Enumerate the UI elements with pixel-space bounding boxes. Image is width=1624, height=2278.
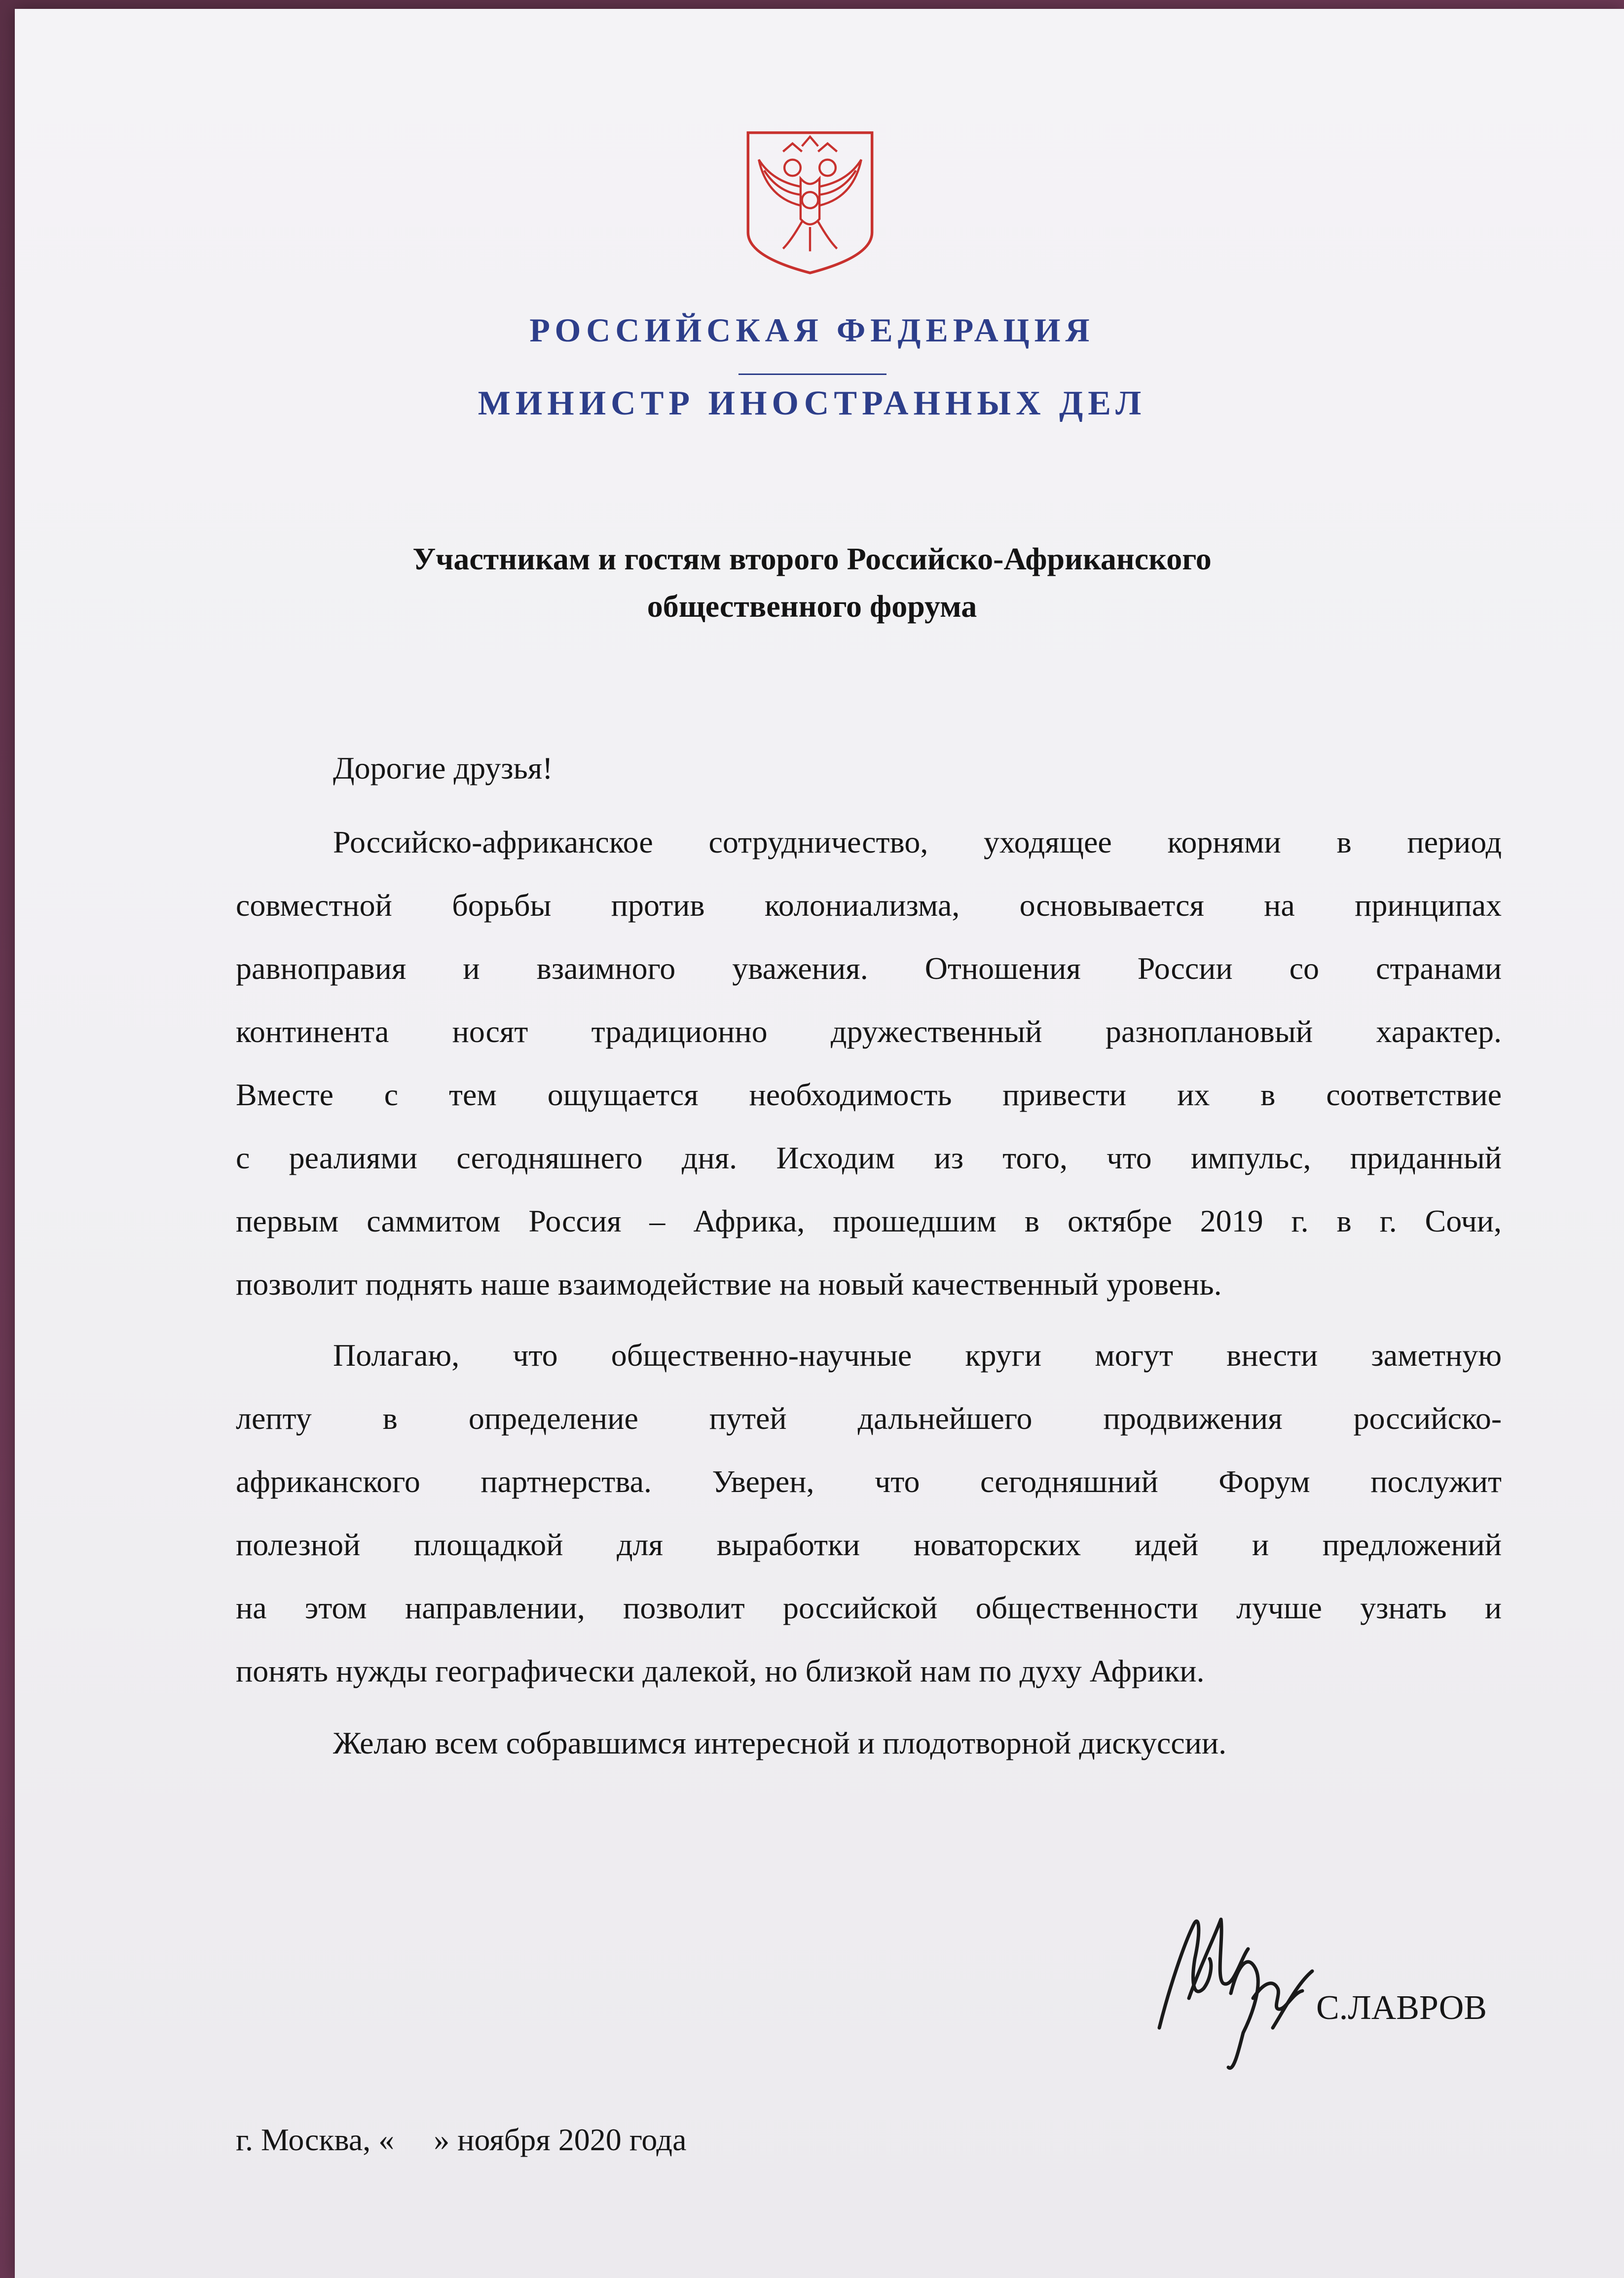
country-heading: РОССИЙСКАЯ ФЕДЕРАЦИЯ	[529, 311, 1095, 349]
letter-title-line-2: общественного форума	[647, 589, 977, 624]
paragraph-line: на этом направлении, позволит российской общественности лучше узнать и	[236, 1590, 1502, 1625]
paragraph-line: Полагаю, что общественно-научные круги могут внести заметную	[333, 1338, 1502, 1373]
header-divider	[738, 373, 886, 375]
paragraph-line: полезной площадкой для выработки новаторских идей и предложений	[236, 1527, 1502, 1562]
paragraph-2	[236, 1324, 1502, 1703]
greeting: Дорогие друзья!	[333, 750, 553, 785]
paragraph-line: совместной борьбы против колониализма, основывается на принципах	[236, 888, 1502, 923]
letter-title-line-1: Участникам и гостям второго Российско-Африканского	[412, 541, 1212, 576]
paragraph-line: позволит поднять наше взаимодействие на новый качественный уровень.	[236, 1267, 1222, 1302]
paragraph-line: Вместе с тем ощущается необходимость привести их в соответствие	[236, 1077, 1502, 1112]
place-and-date: г. Москва, « » ноября 2020 года	[236, 2122, 687, 2157]
paragraph-line: понять нужды географически далекой, но близкой нам по духу Африки.	[236, 1653, 1205, 1688]
russian-coat-of-arms-icon	[742, 127, 878, 278]
paragraph-line: Российско-африканское сотрудничество, уходящее корнями в период	[333, 824, 1502, 859]
paragraph-1	[236, 811, 1502, 1316]
paragraph-line: с реалиями сегодняшнего дня. Исходим из того, что импульс, приданный	[236, 1140, 1502, 1175]
paragraph-line: первым саммитом Россия – Африка, прошедшим в октябре 2019 г. в г. Сочи,	[236, 1203, 1502, 1238]
office-heading: МИНИСТР ИНОСТРАННЫХ ДЕЛ	[478, 384, 1146, 422]
closing-line: Желаю всем собравшимся интересной и плодотворной дискуссии.	[333, 1725, 1227, 1760]
handwritten-signature	[1154, 1865, 1317, 2072]
paragraph-line: африканского партнерства. Уверен, что сегодняшний Форум послужит	[236, 1464, 1502, 1499]
paragraph-line: континента носят традиционно дружественный разноплановый характер.	[236, 1014, 1502, 1049]
signatory-name: С.ЛАВРОВ	[1316, 1989, 1487, 2027]
paragraph-line: лепту в определение путей дальнейшего продвижения российско-	[236, 1401, 1502, 1436]
paragraph-line: равноправия и взаимного уважения. Отношения России со странами	[236, 951, 1502, 986]
